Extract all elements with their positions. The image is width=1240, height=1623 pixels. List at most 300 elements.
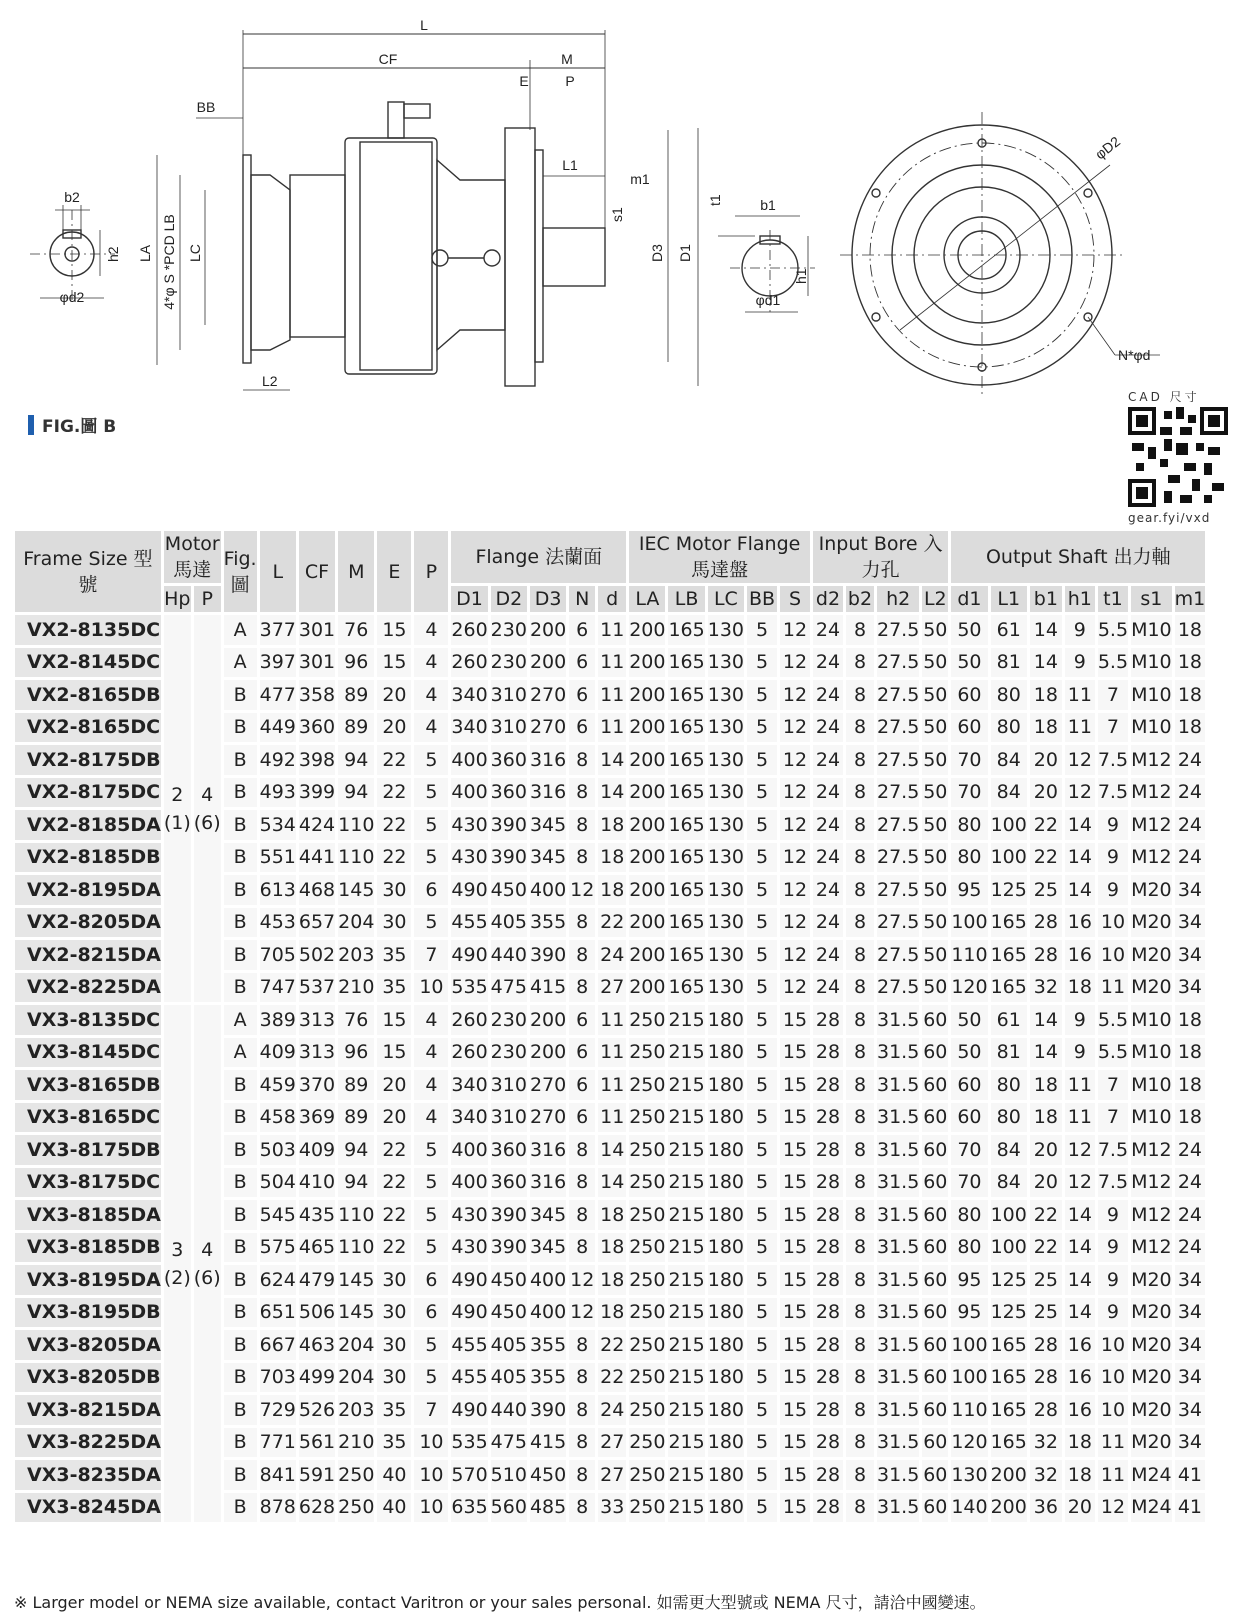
- model-cell: VX2-8175DB: [15, 745, 161, 775]
- table-cell: 204: [338, 1363, 374, 1393]
- table-cell: 479: [299, 1265, 335, 1295]
- table-cell: 200: [629, 908, 665, 938]
- table-cell: 250: [338, 1493, 374, 1523]
- table-cell: 400: [530, 1265, 566, 1295]
- table-cell: 204: [338, 1330, 374, 1360]
- table-cell: 12: [780, 745, 810, 775]
- table-cell: 15: [377, 648, 411, 678]
- table-cell: 534: [260, 810, 296, 840]
- header-fig: Fig. 圖: [224, 531, 257, 612]
- table-cell: 15: [780, 1038, 810, 1068]
- table-cell: 60: [922, 1265, 948, 1295]
- table-cell: 8: [846, 1298, 874, 1328]
- table-cell: 24: [813, 745, 843, 775]
- table-cell: 424: [299, 810, 335, 840]
- table-cell: M12: [1131, 745, 1172, 775]
- table-cell: 28: [813, 1395, 843, 1425]
- table-cell: 28: [1030, 1395, 1062, 1425]
- table-cell: 165: [668, 745, 704, 775]
- table-cell: 100: [951, 908, 987, 938]
- table-cell: 30: [377, 1330, 411, 1360]
- table-cell: 12: [569, 1298, 595, 1328]
- table-cell: 180: [708, 1200, 744, 1230]
- table-cell: 110: [951, 940, 987, 970]
- table-cell: 5: [747, 1363, 777, 1393]
- table-cell: 8: [569, 810, 595, 840]
- table-cell: 215: [668, 1070, 704, 1100]
- table-cell: 250: [629, 1493, 665, 1523]
- table-cell: 50: [922, 778, 948, 808]
- table-cell: 6: [569, 1005, 595, 1035]
- table-cell: 31.5: [877, 1233, 919, 1263]
- table-cell: 50: [951, 1038, 987, 1068]
- table-cell: 8: [846, 680, 874, 710]
- table-cell: 200: [629, 973, 665, 1003]
- table-cell: 215: [668, 1395, 704, 1425]
- table-cell: 4: [414, 1070, 448, 1100]
- table-cell: 28: [813, 1200, 843, 1230]
- dim-s1: s1: [609, 207, 625, 222]
- table-cell: 20: [377, 713, 411, 743]
- table-cell: 10: [1098, 1363, 1128, 1393]
- table-cell: 15: [377, 1005, 411, 1035]
- table-cell: 95: [951, 1298, 987, 1328]
- table-cell: A: [224, 615, 257, 645]
- table-cell: 200: [629, 615, 665, 645]
- table-cell: 20: [1030, 745, 1062, 775]
- table-cell: 360: [491, 1168, 527, 1198]
- table-cell: 340: [451, 713, 487, 743]
- table-cell: 50: [922, 908, 948, 938]
- table-cell: 8: [846, 843, 874, 873]
- table-cell: 8: [846, 1428, 874, 1458]
- table-cell: 5: [747, 778, 777, 808]
- table-cell: 11: [1098, 1428, 1128, 1458]
- table-cell: 200: [629, 745, 665, 775]
- table-cell: 7.5: [1098, 778, 1128, 808]
- table-cell: 390: [491, 1200, 527, 1230]
- table-cell: 475: [491, 1428, 527, 1458]
- model-cell: VX3-8245DA: [15, 1493, 161, 1523]
- table-cell: 510: [491, 1460, 527, 1490]
- table-cell: 200: [991, 1493, 1027, 1523]
- table-cell: 22: [1030, 1200, 1062, 1230]
- table-cell: 200: [629, 875, 665, 905]
- table-cell: 313: [299, 1005, 335, 1035]
- table-cell: 34: [1175, 908, 1206, 938]
- header-row-1: [15, 531, 1205, 583]
- table-cell: 120: [951, 1428, 987, 1458]
- motor-pole-value: 4: [201, 783, 214, 806]
- table-cell: 120: [951, 973, 987, 1003]
- table-cell: 9: [1065, 1005, 1095, 1035]
- model-cell: VX3-8175DB: [15, 1135, 161, 1165]
- table-cell: 250: [629, 1200, 665, 1230]
- subheader-d: d: [598, 586, 626, 612]
- table-cell: 24: [813, 615, 843, 645]
- subheader-h2: h2: [877, 586, 919, 612]
- table-cell: 5: [414, 1135, 448, 1165]
- cad-qr-block[interactable]: [1128, 388, 1240, 525]
- table-cell: 25: [1030, 1298, 1062, 1328]
- dim-D3: D3: [649, 244, 665, 262]
- subheader-n: N: [569, 586, 595, 612]
- table-cell: 200: [530, 1038, 566, 1068]
- table-cell: 14: [598, 1168, 626, 1198]
- table-cell: 18: [1065, 973, 1095, 1003]
- table-cell: 18: [1175, 1005, 1206, 1035]
- table-cell: M10: [1131, 1103, 1172, 1133]
- table-cell: 230: [491, 1005, 527, 1035]
- table-cell: 12: [780, 810, 810, 840]
- table-cell: 5: [414, 1168, 448, 1198]
- table-cell: 130: [708, 680, 744, 710]
- table-cell: 260: [451, 1005, 487, 1035]
- table-cell: 60: [922, 1038, 948, 1068]
- table-cell: 24: [813, 713, 843, 743]
- table-cell: 28: [813, 1460, 843, 1490]
- dim-LA: LA: [137, 244, 153, 262]
- table-cell: 400: [530, 875, 566, 905]
- table-cell: 30: [377, 1298, 411, 1328]
- table-cell: 7: [414, 1395, 448, 1425]
- table-cell: 747: [260, 973, 296, 1003]
- table-cell: 14: [1065, 1265, 1095, 1295]
- table-cell: 340: [451, 1070, 487, 1100]
- table-cell: 475: [491, 973, 527, 1003]
- table-cell: 24: [813, 940, 843, 970]
- table-cell: 180: [708, 1298, 744, 1328]
- table-cell: 31.5: [877, 1168, 919, 1198]
- table-cell: B: [224, 843, 257, 873]
- subheader-lb: LB: [668, 586, 704, 612]
- subheader-b2: b2: [847, 588, 873, 610]
- table-cell: 96: [338, 1038, 374, 1068]
- table-cell: 70: [951, 778, 987, 808]
- model-cell: VX3-8225DA: [15, 1428, 161, 1458]
- table-cell: 22: [1030, 843, 1062, 873]
- table-cell: 31.5: [877, 1070, 919, 1100]
- table-cell: 14: [1030, 615, 1062, 645]
- table-cell: 8: [569, 778, 595, 808]
- table-cell: 5: [747, 973, 777, 1003]
- table-cell: 405: [491, 1330, 527, 1360]
- table-cell: 5: [747, 1005, 777, 1035]
- table-cell: 8: [569, 973, 595, 1003]
- table-cell: 215: [668, 1265, 704, 1295]
- table-cell: 230: [491, 1038, 527, 1068]
- table-cell: 490: [451, 1395, 487, 1425]
- table-cell: 18: [598, 810, 626, 840]
- table-cell: 4: [414, 1038, 448, 1068]
- table-cell: 6: [414, 1298, 448, 1328]
- table-cell: 12: [780, 713, 810, 743]
- motor-kw-value: (1): [163, 811, 191, 834]
- table-row: [15, 1005, 1205, 1035]
- table-cell: 8: [846, 1460, 874, 1490]
- table-cell: 7: [1098, 713, 1128, 743]
- table-cell: 18: [598, 1298, 626, 1328]
- table-cell: 30: [377, 1363, 411, 1393]
- table-cell: 204: [338, 908, 374, 938]
- table-cell: 5: [747, 1460, 777, 1490]
- table-cell: 60: [951, 680, 987, 710]
- table-cell: 165: [991, 908, 1027, 938]
- table-cell: 215: [668, 1493, 704, 1523]
- table-cell: 28: [813, 1135, 843, 1165]
- table-cell: 31.5: [877, 1428, 919, 1458]
- table-cell: 6: [414, 1265, 448, 1295]
- table-cell: 250: [629, 1330, 665, 1360]
- header-L: L: [260, 531, 296, 612]
- table-cell: 360: [491, 1135, 527, 1165]
- motor-pole-cell: [194, 615, 221, 1002]
- spec-table: [12, 528, 1208, 1525]
- table-cell: 165: [991, 1395, 1027, 1425]
- dim-D1: D1: [677, 244, 693, 262]
- table-cell: 12: [780, 648, 810, 678]
- table-cell: 60: [922, 1200, 948, 1230]
- table-cell: 4: [414, 648, 448, 678]
- table-cell: 60: [922, 1233, 948, 1263]
- table-cell: 9: [1065, 1038, 1095, 1068]
- table-cell: 125: [991, 1265, 1027, 1295]
- table-cell: 22: [1030, 1233, 1062, 1263]
- table-cell: 4: [414, 1005, 448, 1035]
- header-frame-size: Frame Size 型號: [15, 531, 161, 612]
- table-cell: 5: [747, 615, 777, 645]
- table-cell: M10: [1131, 1070, 1172, 1100]
- table-cell: 15: [780, 1233, 810, 1263]
- header-output-shaft: Output Shaft 出力軸: [951, 531, 1205, 583]
- table-cell: 455: [451, 1363, 487, 1393]
- table-cell: M10: [1131, 680, 1172, 710]
- table-cell: 22: [377, 1233, 411, 1263]
- table-cell: 8: [846, 615, 874, 645]
- table-cell: 180: [708, 1168, 744, 1198]
- header-motor: Motor 馬達: [164, 533, 220, 581]
- table-cell: 5.5: [1098, 648, 1128, 678]
- table-cell: 250: [629, 1070, 665, 1100]
- table-cell: 8: [846, 1005, 874, 1035]
- table-cell: 345: [530, 810, 566, 840]
- table-cell: 130: [708, 615, 744, 645]
- table-cell: 455: [451, 908, 487, 938]
- table-cell: 24: [813, 810, 843, 840]
- header-input-bore: Input Bore 入力孔: [813, 531, 948, 583]
- model-cell: VX3-8205DB: [15, 1363, 161, 1393]
- table-cell: 260: [451, 1038, 487, 1068]
- table-cell: 60: [922, 1330, 948, 1360]
- table-cell: 15: [780, 1103, 810, 1133]
- table-cell: 535: [451, 1428, 487, 1458]
- table-cell: 60: [951, 1103, 987, 1133]
- qr-caption-top: CAD 尺寸: [1128, 390, 1200, 404]
- motor-pole-value: 4: [201, 1238, 214, 1261]
- table-cell: 100: [951, 1330, 987, 1360]
- table-cell: 313: [299, 1038, 335, 1068]
- table-cell: 5: [747, 1038, 777, 1068]
- table-cell: 6: [569, 1038, 595, 1068]
- table-cell: 165: [668, 713, 704, 743]
- table-cell: 61: [991, 615, 1027, 645]
- table-cell: 28: [813, 1363, 843, 1393]
- table-cell: 165: [668, 615, 704, 645]
- table-cell: M20: [1131, 1395, 1172, 1425]
- table-cell: 130: [708, 778, 744, 808]
- table-cell: 11: [1098, 1460, 1128, 1490]
- table-cell: 165: [668, 810, 704, 840]
- table-cell: 5: [414, 1233, 448, 1263]
- table-cell: 8: [569, 1460, 595, 1490]
- table-cell: 200: [629, 940, 665, 970]
- table-cell: 5: [414, 778, 448, 808]
- table-cell: 215: [668, 1233, 704, 1263]
- table-cell: 50: [922, 713, 948, 743]
- table-cell: M20: [1131, 1363, 1172, 1393]
- table-cell: M20: [1131, 1265, 1172, 1295]
- table-cell: 60: [922, 1103, 948, 1133]
- output-shaft-view: [707, 194, 815, 312]
- table-cell: 465: [299, 1233, 335, 1263]
- table-cell: 5: [747, 648, 777, 678]
- table-cell: 31.5: [877, 1460, 919, 1490]
- dim-N-d: N*φd: [1118, 347, 1151, 363]
- table-cell: 5: [747, 908, 777, 938]
- table-cell: 5: [747, 1103, 777, 1133]
- table-cell: 8: [569, 1428, 595, 1458]
- table-cell: 30: [377, 908, 411, 938]
- table-cell: 31.5: [877, 1103, 919, 1133]
- table-cell: 440: [491, 940, 527, 970]
- table-cell: 15: [780, 1330, 810, 1360]
- table-cell: 9: [1065, 648, 1095, 678]
- table-cell: 415: [530, 973, 566, 1003]
- table-cell: 8: [846, 1233, 874, 1263]
- table-cell: M12: [1131, 1168, 1172, 1198]
- table-cell: 34: [1175, 1298, 1206, 1328]
- table-cell: 8: [846, 1103, 874, 1133]
- table-cell: 28: [813, 1298, 843, 1328]
- table-cell: 12: [780, 615, 810, 645]
- table-cell: 5.5: [1098, 615, 1128, 645]
- table-cell: 8: [569, 843, 595, 873]
- table-cell: 9: [1098, 875, 1128, 905]
- qr-code-icon[interactable]: [1128, 407, 1228, 507]
- table-cell: 570: [451, 1460, 487, 1490]
- table-cell: 14: [1065, 843, 1095, 873]
- table-cell: 130: [708, 713, 744, 743]
- table-cell: M10: [1131, 1005, 1172, 1035]
- table-cell: 11: [1065, 1070, 1095, 1100]
- table-cell: 397: [260, 648, 296, 678]
- table-cell: A: [224, 1038, 257, 1068]
- table-cell: 15: [780, 1135, 810, 1165]
- table-cell: B: [224, 1168, 257, 1198]
- table-cell: 94: [338, 1135, 374, 1165]
- header-P: P: [414, 531, 448, 612]
- table-cell: 180: [708, 1005, 744, 1035]
- table-cell: 33: [598, 1493, 626, 1523]
- table-cell: 8: [846, 1265, 874, 1295]
- table-cell: 360: [299, 713, 335, 743]
- subheader-d2: d2: [813, 586, 843, 612]
- table-cell: A: [224, 648, 257, 678]
- table-cell: 24: [813, 973, 843, 1003]
- table-cell: 28: [813, 1233, 843, 1263]
- technical-drawing: [0, 0, 1240, 540]
- table-cell: 11: [598, 713, 626, 743]
- table-cell: 390: [491, 843, 527, 873]
- table-cell: 18: [1175, 648, 1206, 678]
- table-cell: 490: [451, 875, 487, 905]
- table-cell: 230: [491, 615, 527, 645]
- table-cell: A: [224, 1005, 257, 1035]
- table-cell: 34: [1175, 1265, 1206, 1295]
- table-cell: 35: [377, 1395, 411, 1425]
- table-cell: 8: [569, 1493, 595, 1523]
- table-cell: 5: [747, 680, 777, 710]
- table-cell: 22: [1030, 810, 1062, 840]
- table-cell: 11: [598, 615, 626, 645]
- table-cell: 20: [377, 680, 411, 710]
- table-cell: 24: [1175, 1135, 1206, 1165]
- table-cell: 493: [260, 778, 296, 808]
- table-cell: 8: [569, 1330, 595, 1360]
- table-cell: 22: [377, 1168, 411, 1198]
- subheader-t1: t1: [1098, 586, 1128, 612]
- dim-LC: LC: [187, 244, 203, 262]
- table-cell: 180: [708, 1395, 744, 1425]
- table-cell: B: [224, 1363, 257, 1393]
- table-cell: 430: [451, 843, 487, 873]
- table-cell: 28: [1030, 1363, 1062, 1393]
- table-cell: 200: [629, 778, 665, 808]
- table-cell: 80: [991, 713, 1027, 743]
- table-cell: 635: [451, 1493, 487, 1523]
- table-cell: 250: [338, 1460, 374, 1490]
- table-cell: 34: [1175, 1395, 1206, 1425]
- table-cell: 15: [780, 1265, 810, 1295]
- table-cell: 96: [338, 648, 374, 678]
- table-cell: 24: [1175, 1233, 1206, 1263]
- table-cell: 22: [377, 843, 411, 873]
- table-cell: 11: [1065, 680, 1095, 710]
- subheader-hp: Hp: [164, 588, 191, 610]
- table-cell: 5: [747, 1265, 777, 1295]
- table-cell: 28: [813, 1493, 843, 1523]
- table-cell: 95: [951, 1265, 987, 1295]
- table-cell: 504: [260, 1168, 296, 1198]
- table-cell: 20: [1030, 1168, 1062, 1198]
- table-cell: 5: [414, 908, 448, 938]
- table-cell: 130: [708, 973, 744, 1003]
- model-cell: VX3-8175DC: [15, 1168, 161, 1198]
- table-cell: 561: [299, 1428, 335, 1458]
- table-cell: 12: [1098, 1493, 1128, 1523]
- table-cell: 31.5: [877, 1298, 919, 1328]
- table-cell: M12: [1131, 810, 1172, 840]
- table-cell: 250: [629, 1233, 665, 1263]
- table-cell: 8: [569, 1168, 595, 1198]
- table-cell: 24: [813, 680, 843, 710]
- table-cell: 9: [1098, 1200, 1128, 1230]
- table-cell: 70: [951, 1168, 987, 1198]
- table-cell: 30: [377, 1265, 411, 1295]
- table-cell: 10: [414, 973, 448, 1003]
- table-cell: 5: [747, 940, 777, 970]
- subheader-lc: LC: [708, 586, 744, 612]
